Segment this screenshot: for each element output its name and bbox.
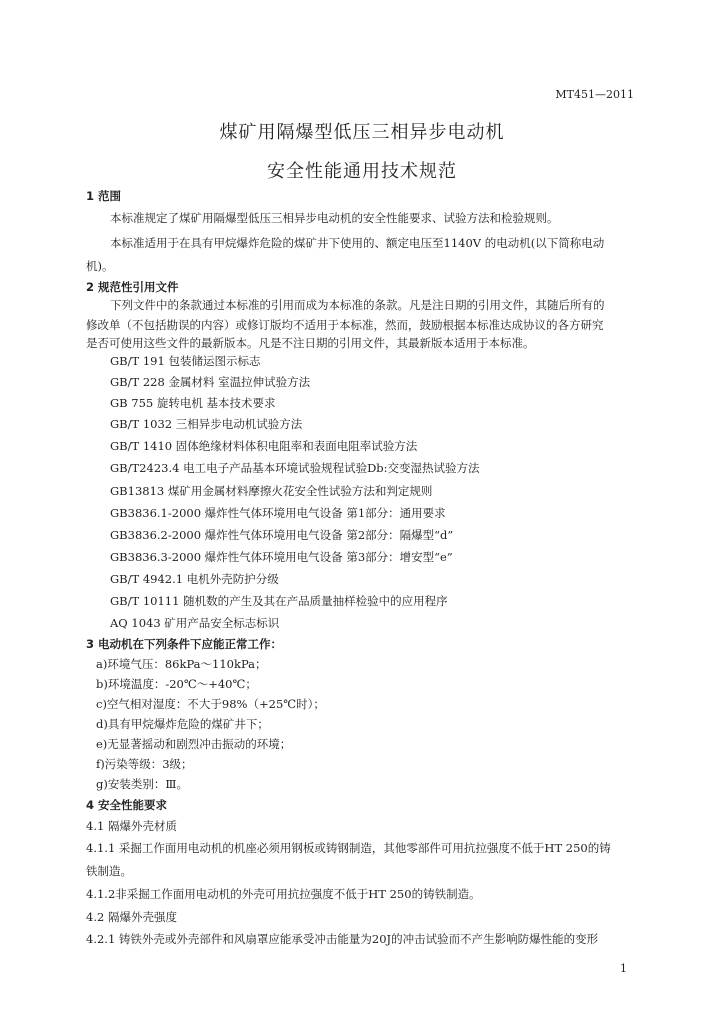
document-subtitle: 安全性能通用技术规范 xyxy=(267,161,457,182)
document-title: 煤矿用隔爆型低压三相异步电动机 xyxy=(219,122,505,143)
reference-item: GB3836.1-2000 爆炸性气体环境用电气设备 第1部分：通用要求 xyxy=(110,506,446,520)
clause-text: 4.1.2非采掘工作面用电动机的外壳可用抗拉强度不低于HT 250的铸铁制造。 xyxy=(86,887,481,901)
reference-item: GB/T 1410 固体绝缘材料体积电阻率和表面电阻率试验方法 xyxy=(110,439,418,453)
condition-item: a)环境气压：86kPa～110kPa； xyxy=(96,657,267,671)
clause-text: 4.2.1 铸铁外壳或外壳部件和风扇罩应能承受冲击能量为20J的冲击试验而不产生影响防爆性能的变形 xyxy=(86,932,599,946)
condition-item: e)无显著摇动和剧烈冲击振动的环境； xyxy=(96,737,292,751)
section-1-paragraph: 本标准适用于在具有甲烷爆炸危险的煤矿井下使用的、额定电压至1140V 的电动机(以下简称电动 xyxy=(110,236,605,250)
section-1-paragraph: 机)。 xyxy=(86,259,114,273)
condition-item: f)污染等级：3级； xyxy=(96,757,193,771)
section-1-paragraph: 本标准规定了煤矿用隔爆型低压三相异步电动机的安全性能要求、试验方法和检验规则。 xyxy=(110,211,559,225)
reference-item: GB13813 煤矿用金属材料摩擦火花安全性试验方法和判定规则 xyxy=(110,484,433,498)
clause-text: 4.1.1 采掘工作面用电动机的机座必须用钢板或铸钢制造，其他零部件可用抗拉强度不低于HT 250的铸 xyxy=(86,841,611,855)
section-3-heading: 3 电动机在下列条件下应能正常工作： xyxy=(86,637,283,651)
reference-item: AQ 1043 矿用产品安全标志标识 xyxy=(110,616,280,630)
reference-item: GB/T 228 金属材料 室温拉伸试验方法 xyxy=(110,375,311,389)
reference-item: GB3836.2-2000 爆炸性气体环境用电气设备 第2部分：隔爆型“d” xyxy=(110,528,454,542)
document-code: MT451—2011 xyxy=(555,88,634,101)
clause-text: 铁制造。 xyxy=(86,864,132,878)
condition-item: g)安装类别：Ⅲ。 xyxy=(96,777,188,791)
section-2-paragraph: 修改单（不包括勘误的内容）或修订版均不适用于本标准，然而，鼓励根据本标准达成协议的各方研究 xyxy=(86,318,604,332)
condition-item: c)空气相对湿度：不大于98%（+25℃时）； xyxy=(96,697,325,711)
reference-item: GB/T2423.4 电工电子产品基本环境试验规程试验Db:交变湿热试验方法 xyxy=(110,461,480,475)
reference-item: GB 755 旋转电机 基本技术要求 xyxy=(110,396,276,410)
reference-item: GB/T 10111 随机数的产生及其在产品质量抽样检验中的应用程序 xyxy=(110,594,448,608)
condition-item: b)环境温度：-20℃～+40℃； xyxy=(96,677,257,691)
section-2-heading: 2 规范性引用文件 xyxy=(86,280,179,294)
subsection-heading: 4.1 隔爆外壳材质 xyxy=(86,819,177,833)
subsection-heading: 4.2 隔爆外壳强度 xyxy=(86,910,177,924)
section-4-heading: 4 安全性能要求 xyxy=(86,798,168,812)
reference-item: GB/T 191 包装储运图示标志 xyxy=(110,354,261,368)
section-2-paragraph: 是否可使用这些文件的最新版本。凡是不注日期的引用文件，其最新版本适用于本标准。 xyxy=(86,336,535,350)
section-1-heading: 1 范围 xyxy=(86,189,122,203)
condition-item: d)具有甲烷爆炸危险的煤矿井下； xyxy=(96,717,269,731)
reference-item: GB/T 4942.1 电机外壳防护分级 xyxy=(110,572,279,586)
reference-item: GB3836.3-2000 爆炸性气体环境用电气设备 第3部分：增安型“e” xyxy=(110,550,453,564)
reference-item: GB/T 1032 三相异步电动机试验方法 xyxy=(110,417,303,431)
page-number: 1 xyxy=(620,962,627,975)
section-2-paragraph: 下列文件中的条款通过本标准的引用而成为本标准的条款。凡是注日期的引用文件，其随后所有的 xyxy=(110,298,605,312)
